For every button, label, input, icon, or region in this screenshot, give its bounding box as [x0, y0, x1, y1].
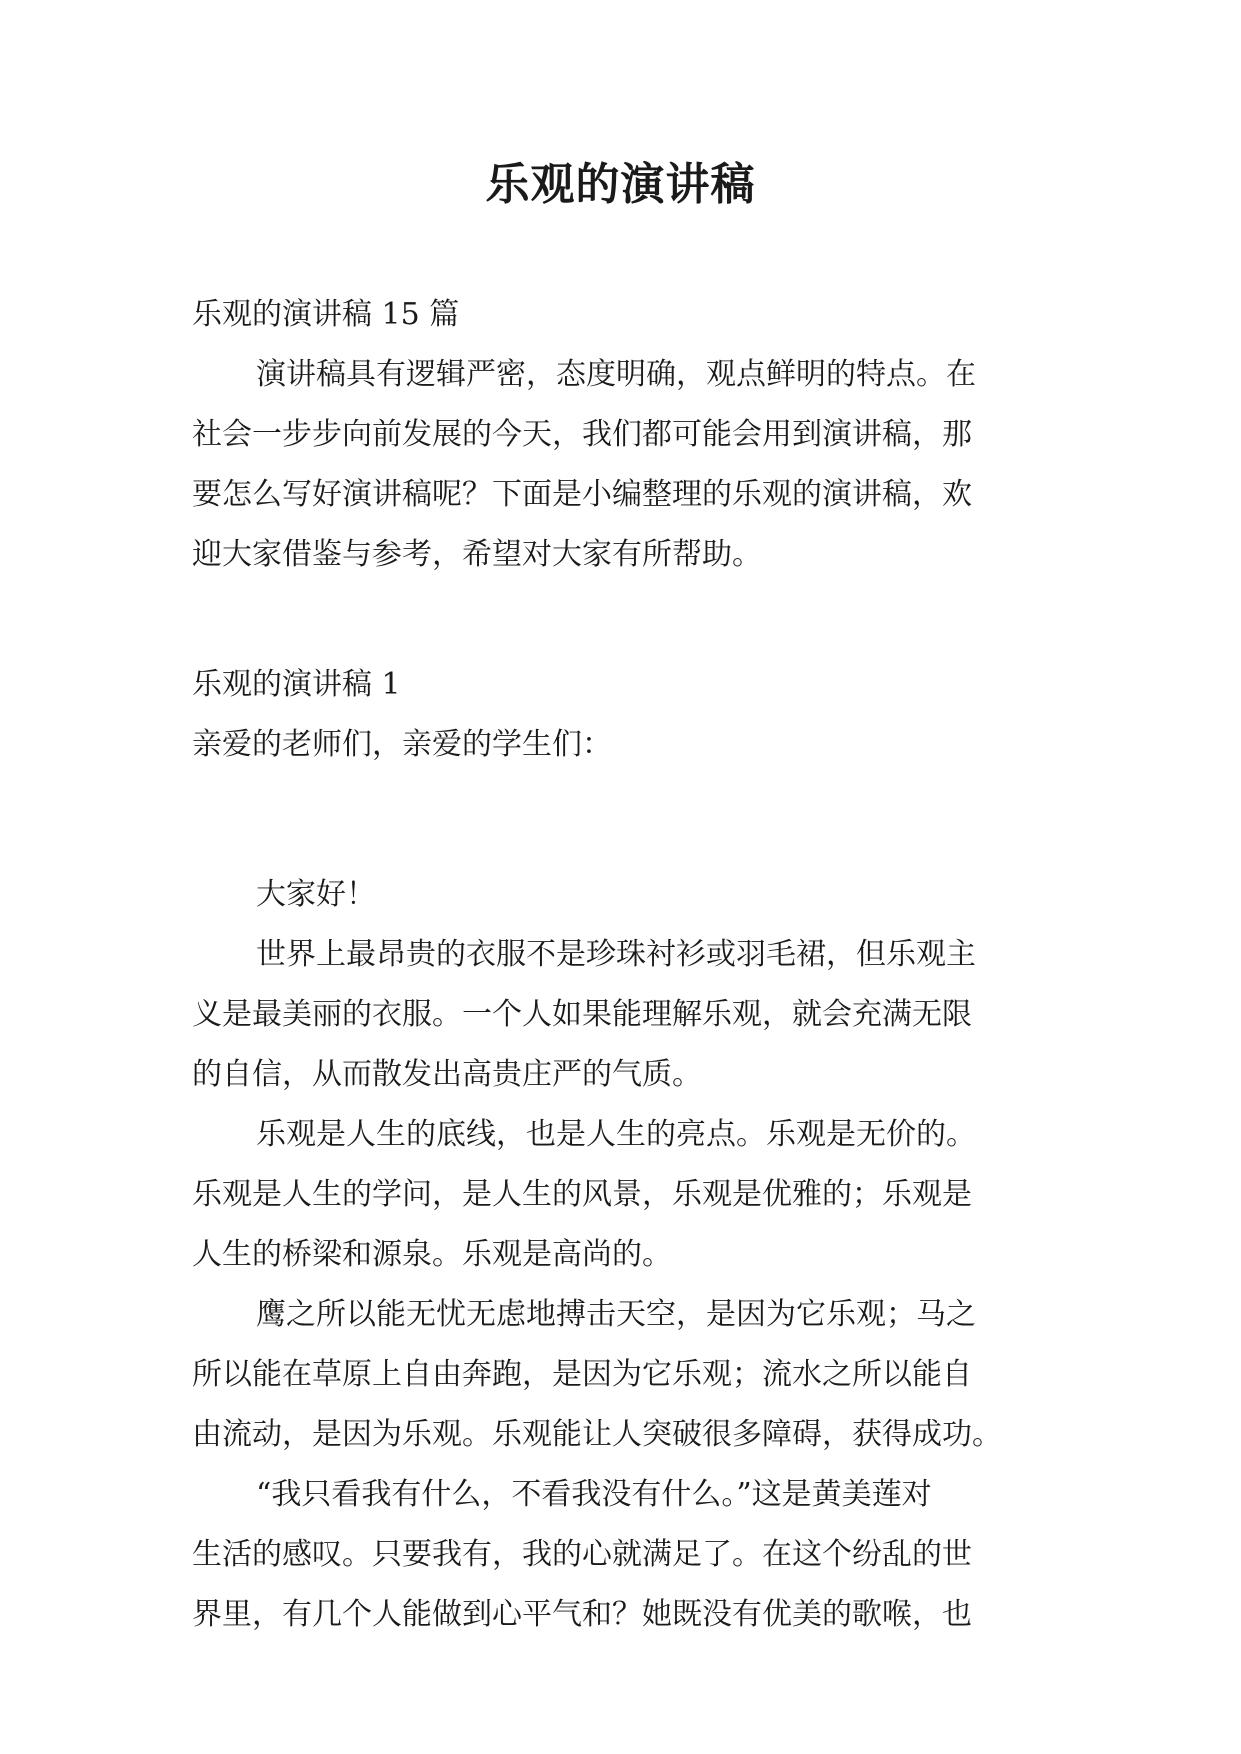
subtitle: 乐观的演讲稿 15 篇 — [192, 297, 460, 332]
paragraph-line: 人生的桥梁和源泉。乐观是高尚的。 — [192, 1237, 672, 1272]
paragraph-3 — [192, 1285, 1052, 1465]
paragraph-4 — [192, 1465, 1052, 1645]
intro-line: 演讲稿具有逻辑严密，态度明确，观点鲜明的特点。在 — [256, 357, 976, 392]
greeting: 大家好！ — [256, 877, 376, 912]
spacer — [192, 585, 1052, 655]
paragraph-line: 生活的感叹。只要我有，我的心就满足了。在这个纷乱的世 — [192, 1537, 972, 1572]
paragraph-1 — [192, 925, 1052, 1105]
intro-paragraph — [192, 345, 1052, 585]
paragraph-line: 界里，有几个人能做到心平气和？她既没有优美的歌喉，也 — [192, 1597, 972, 1632]
paragraph-line: 所以能在草原上自由奔跑，是因为它乐观；流水之所以能自 — [192, 1357, 972, 1392]
intro-line: 社会一步步向前发展的今天，我们都可能会用到演讲稿，那 — [192, 417, 972, 452]
document-title: 乐观的演讲稿 — [485, 159, 756, 210]
paragraph-line: 乐观是人生的学问，是人生的风景，乐观是优雅的；乐观是 — [192, 1177, 972, 1212]
paragraph-line: 义是最美丽的衣服。一个人如果能理解乐观，就会充满无限 — [192, 997, 972, 1032]
paragraph-line: 世界上最昂贵的衣服不是珍珠衬衫或羽毛裙，但乐观主 — [256, 937, 976, 972]
paragraph-line: 由流动，是因为乐观。乐观能让人突破很多障碍，获得成功。 — [192, 1417, 1002, 1452]
paragraph-line: “我只看我有什么，不看我没有什么。”这是黄美莲对 — [256, 1477, 932, 1512]
section-heading: 乐观的演讲稿 1 — [192, 667, 401, 702]
paragraph-line: 鹰之所以能无忧无虑地搏击天空，是因为它乐观；马之 — [256, 1297, 976, 1332]
spacer — [192, 775, 1052, 865]
paragraph-line: 的自信，从而散发出高贵庄严的气质。 — [192, 1057, 702, 1092]
document-body — [192, 285, 1052, 1645]
paragraph-2 — [192, 1105, 1052, 1285]
intro-line: 要怎么写好演讲稿呢？下面是小编整理的乐观的演讲稿，欢 — [192, 477, 972, 512]
paragraph-line: 乐观是人生的底线，也是人生的亮点。乐观是无价的。 — [256, 1117, 976, 1152]
intro-line: 迎大家借鉴与参考，希望对大家有所帮助。 — [192, 537, 762, 572]
salutation: 亲爱的老师们，亲爱的学生们： — [192, 727, 612, 762]
